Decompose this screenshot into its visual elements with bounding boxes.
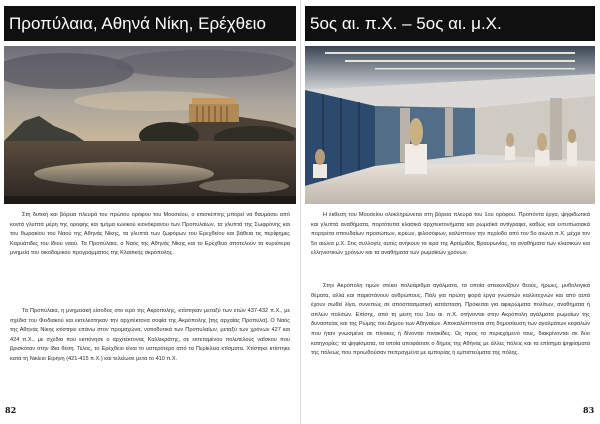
- museum-gallery-photo: [305, 46, 595, 204]
- museum-gallery-photo-image: [305, 46, 595, 204]
- left-page-number: 82: [5, 405, 17, 415]
- left-second-paragraph: Τα Προπύλαια, η μνημειακή είσοδος στο ιερό της Ακρόπολης, κτίστηκαν μεταξύ των ετών 437-432 π.Χ., με σχέδια του Φειδιακού και εκτελέστηκαν την αρχιτέκτονα σοφία της Ακρόπολης [της αρχαίας Προπύλα]. Ο Ναός της Αθηνάς Νίκης κτίστηκε επάνω στον προμαχώνα, νοτιοδυτικά των Προπυλαίων, μεταξύ των χρόνων 427 και 424 π.Χ., με σχέδια που εκπόνησε ο αρχιτέκτονας Καλλικράτης, σε εκτεταμένου πολυτελούς ναΐσκου που βρισκόταν στην ίδια θέση. Τέλος, το Ερέχθειο είναι το υστερότερο από τα Περίκλεια κτίσματα. Χτίστηκε κτίστηκε κατά τη Νικίειο Ειρήνη (421-415 π.Χ.) και τελείωσε μετά το 410 π.Χ.: [10, 308, 290, 362]
- left-page-title: Προπύλαια, Αθηνά Νίκη, Ερέχθειο: [4, 6, 296, 41]
- right-page-number: 83: [583, 405, 595, 415]
- right-page-title: 5ος αι. π.Χ. – 5ος αι. μ.Χ.: [305, 6, 595, 41]
- acropolis-photo: [4, 46, 296, 204]
- right-page: [301, 0, 600, 424]
- left-intro-paragraph: Στη δυτική και βόρεια πλευρά του πρώτου ορόφου του Μουσείου, ο επισκέπτης μπορεί να θαυμάσει από κοντά γλυπτά μέρη της οροφής και τμήμα ιωνικού κιονόκρανου των Προπυλαίων, τα γλυπτά της Σωφρόνης και του θωρακίου του Ναού της Αθηνάς Νίκης, τα γλυπτά των ζωφόρων του Ερεχθείου και βάθεια τις περίφημες Καρυάτιδες του ίδιου ναού. Τα Προπύλαια, ο Ναός της Αθηνάς Νίκης και το Ερέχθειο αποτελούν τα κυριότερα μνημεία του οικοδομικού προγράμματος της Κλασικής ακρόπολης.: [10, 212, 290, 257]
- right-intro-paragraph: Η έκθεση του Μουσείου ολοκληρώνεται στη βόρεια πλευρά του 1ου ορόφου. Προπόντα έργα, ψηφιδωτικά και γλυπτά αναθήματα, πορτότυπα κλασικά αρχιτεκτονήματα και ρωμαϊκά αντίγραφα, καθώς και εντυπωσιακά πορτρέτα σπουδαίων προσώπων, ιερέων, φιλοσόφων, καλύπτουν την περίοδο από τον 5ο αιώνα π.Χ. μέχρι τον 5ο αιώνα μ.Χ. Στις συλλογές αυτές ανήκουν τα ιερά της Αρτέμιδος Βραυρωνίας, τα αναθήματα των κλασικών και ελληνιστικών χρόνων και τα αναθήματα των ρωμαϊκών χρόνων.: [311, 212, 590, 257]
- right-second-paragraph: Στην Ακρόπολη τιμών στέκει πολυάριθμα αγάλματα, τα οποία απεικονίζουν θεούς, ήρωες, μυθολογικά θέματα, αλλά και παριστάνουν ανθρώπους. Πάλι για πρώτη φορά έργα γνωστών καλλιτεχνών και από αυτά έχουν σωθεί λίγα, συνεπώς σε αποσπασματική κατάσταση. Πρόκειται για αφιερώματα πολίτων, αναθήματα ή απλών πολιτών. Επίσης, από τη μέση του 1ου αι. π.Χ. στήνονται στην Ακρόπολη αγάλματα ρωμαίων της δυναστείας και της Ρώμης του Δήμου των Αθηναίων. Αποκαλύπτονται στη δημοσίευση των αγαλμάτων κεφαλών που ήταν γνωσμένα σε πίνακες ή δίνονται πινακίδες. Ως προς το περιεχόμενό τους, διακρίνονται σε δύο κατηγορίες: τα ψηφίσματα, τα οποία αποφάσισε ο δήμος της Αθήνας με άλλες πόλεις και τα επίσημα ψηφίσματα της πόλεως που προωθούσαν πεπραγμένα με εμπορίας ή εμπιστεύματα της πόλης.: [311, 283, 590, 357]
- acropolis-photo-image: [4, 46, 296, 204]
